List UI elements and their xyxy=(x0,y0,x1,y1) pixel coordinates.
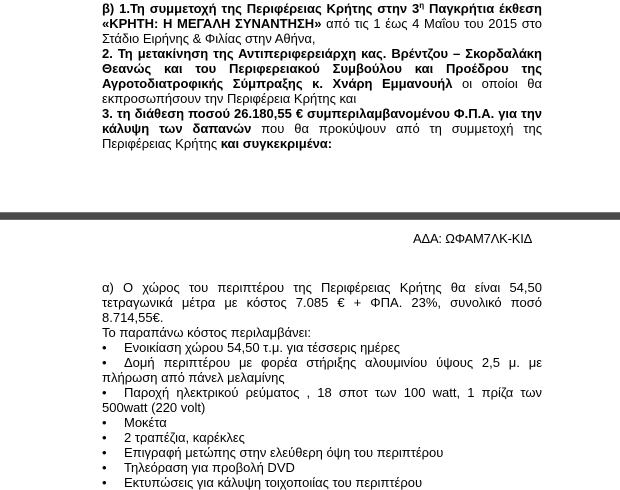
list-item xyxy=(102,445,542,460)
item-3-bold: 3. τη διάθεση ποσού 26.180,55 € συμπεριλαμβανομένου Φ.Π.Α. για την κάλυψη των δαπανών xyxy=(102,106,542,136)
page-separator xyxy=(0,212,620,220)
list-item-text: Δομή περιπτέρου με φορέα στήριξης αλουμινίου ύψους 2,5 μ. με πλήρωση από πάνελ μελαμίνης xyxy=(102,355,542,385)
item-2-text: οι οποίοι θα εκπροσωπήσουν την Περιφέρεια Κρήτης και xyxy=(102,76,542,106)
list-item xyxy=(102,385,542,415)
bullet-icon: • xyxy=(102,355,107,370)
list-item-text: Παροχή ηλεκτρικού ρεύματος , 18 σποτ των 100 watt, 1 πρίζα των 500watt (220 volt) xyxy=(102,385,542,415)
list-item xyxy=(102,355,542,385)
decision-body-top xyxy=(102,1,542,151)
bullet-icon: • xyxy=(102,475,107,490)
item-3-paragraph xyxy=(102,106,542,151)
list-item-text: Εκτυπώσεις για κάλυψη τοιχοποιίας του περιπτέρου xyxy=(124,475,423,490)
bullet-icon: • xyxy=(102,385,107,400)
bullet-icon: • xyxy=(102,340,107,355)
list-item-text: 2 τραπέζια, καρέκλες xyxy=(124,430,245,445)
bullet-icon: • xyxy=(102,415,107,430)
list-item xyxy=(102,340,542,355)
document-page-top xyxy=(0,0,620,212)
item-2-paragraph xyxy=(102,46,542,106)
bullet-icon: • xyxy=(102,445,107,460)
paragraph-b xyxy=(102,1,542,46)
item-3-text: που θα προκύψουν από τη συμμετοχή της Περιφέρειας Κρήτης xyxy=(102,121,542,151)
includes-intro: Το παραπάνω κόστος περιλαμβάνει: xyxy=(102,325,311,340)
list-item-text: Ενοικίαση χώρου 54,50 τ.μ. για τέσσερις ημέρες xyxy=(124,340,401,355)
ada-code: ΑΔΑ: ΩΦΑΜ7ΛΚ-ΚΙΔ xyxy=(413,231,533,246)
para-b-line1-prefix: β) 1.Τη συμμετοχή της Περιφέρειας Κρήτης στην 3 xyxy=(102,1,420,16)
exhibition-dates: από τις 1 έως 4 Μαΐου του 2015 στο Στάδιο Ειρήνης & Φιλίας στην Αθήνα, xyxy=(102,16,543,46)
decision-body-bottom xyxy=(102,280,542,490)
item-3-bold-end: και συγκεκριμένα: xyxy=(220,136,333,151)
list-item-text: Επιγραφή μετώπης στην ελεύθερη όψη του περιπτέρου xyxy=(124,445,444,460)
para-b-line1-suffix: Παγκρήτια έκθεση xyxy=(424,1,542,16)
exhibition-title: «ΚΡΗΤΗ: Η ΜΕΓΑΛΗ ΣΥΝΑΝΤΗΣΗ» xyxy=(102,16,322,31)
list-item-text: Τηλεόραση για προβολή DVD xyxy=(124,460,295,475)
item-2-bold: 2. Τη μετακίνηση της Αντιπεριφερειάρχη κας. Βρέντζου – Σκορδαλάκη Θεανώς και του Περιφερειακού Συμβούλου και Προέδρου της Αγροτοδιατροφικής Σύμπραξης κ. Χνάρη Εμμανουήλ xyxy=(102,46,542,91)
paragraph-a: α) Ο χώρος του περιπτέρου της Περιφέρειας Κρήτης θα είναι 54,50 τετραγωνικά μέτρα με κόστος 7.085 € + ΦΠΑ. 23%, συνολικό ποσό 8.714,55€. xyxy=(102,280,542,325)
list-item-text: Μοκέτα xyxy=(124,415,167,430)
list-item xyxy=(102,430,542,445)
list-item xyxy=(102,460,542,475)
bullet-icon: • xyxy=(102,460,107,475)
list-item xyxy=(102,415,542,430)
ordinal-superscript: η xyxy=(419,1,425,10)
bullet-icon: • xyxy=(102,430,107,445)
list-item xyxy=(102,475,542,490)
cost-items-list xyxy=(102,340,542,490)
